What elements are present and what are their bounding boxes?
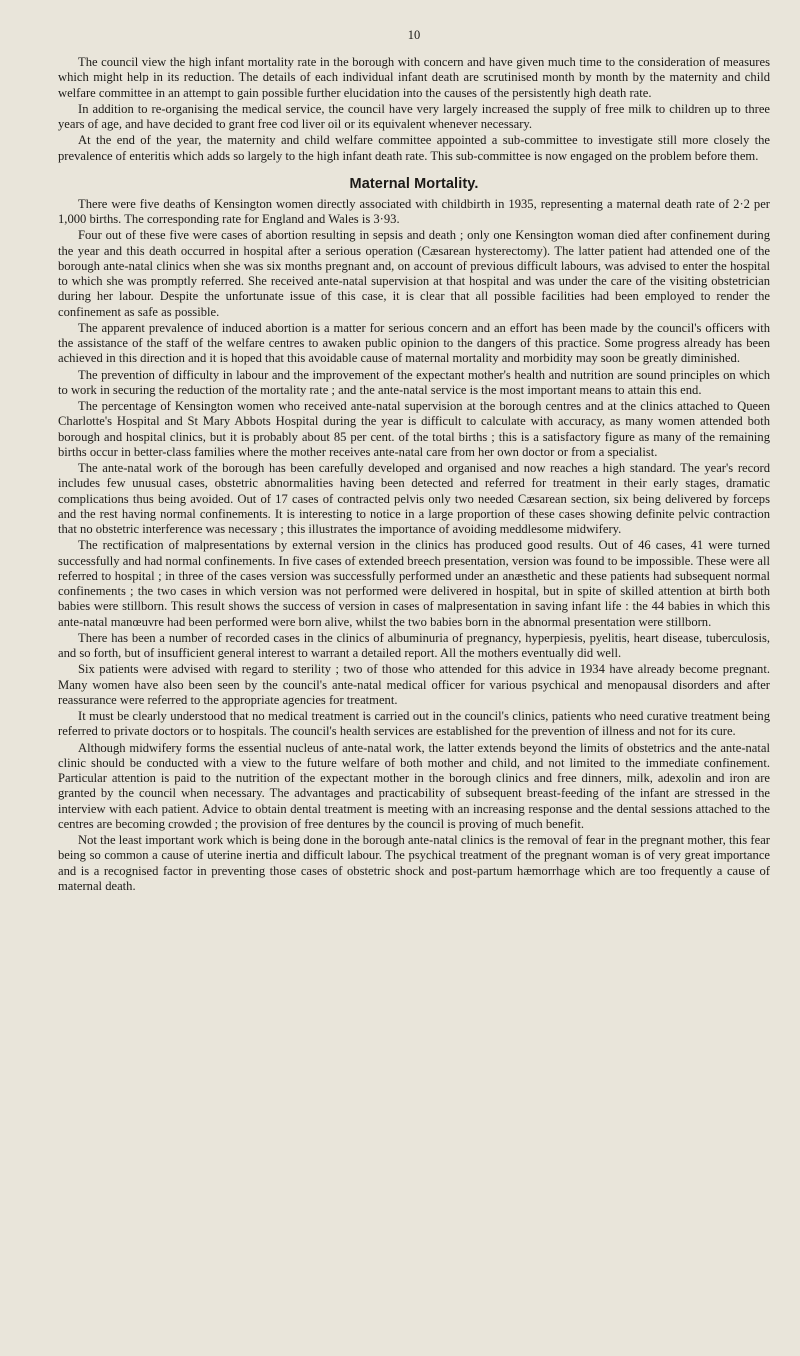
intro-section [58, 55, 770, 164]
paragraph-external-version: The rectification of malpresentations by external version in the clinics has produced good results. Out of 46 cases, 41 were turned successfully and had normal confinements. In five cases of extended breech presentation, version was found to be impossible. These were all referred to hospital ; in three of the cases version was successfully performed under an anæsthetic and these patients had subsequent normal confinements ; the two cases in which version was not performed were delivered in hospital, but in spite of skilled attention at birth both babies were stillborn. This result shows the success of version in cases of malpresentation in saving infant life : the 44 babies in which this ante-natal manœuvre had been performed were born alive, whilst the two babies born in the abnormal presentation were stillborn. [58, 538, 770, 629]
paragraph-infant-mortality-concern: The council view the high infant mortality rate in the borough with concern and have given much time to the consideration of measures which might help in its reduction. The details of each individual infant death are scrutinised month by month by the maternity and child welfare committee in an attempt to gain possible further elucidation into the causes of the persistently high death rate. [58, 55, 770, 100]
paragraph-no-treatment: It must be clearly understood that no medical treatment is carried out in the council's clinics, patients who need curative treatment being referred to private doctors or to hospitals. The council's health services are established for the prevention of illness and not for its cure. [58, 709, 770, 739]
paragraph-antenatal-percentage: The percentage of Kensington women who received ante-natal supervision at the borough centres and at the clinics attached to Queen Charlotte's Hospital and St Mary Abbots Hospital during the year is difficult to calculate with accuracy, as many women attended both borough and hospital clinics, but it is probably about 85 per cent. of the total births ; this is a satisfactory figure as many of the remaining births occur in better-class families where the mother receives ante-natal care from her own doctor or from a specialist. [58, 399, 770, 459]
section-heading: Maternal Mortality. [349, 175, 479, 192]
paragraph-midwifery-nutrition: Although midwifery forms the essential nucleus of ante-natal work, the latter extends beyond the limits of obstetrics and the ante-natal clinic should be conducted with a view to the future welfare of both mother and child, and not limited to the immediate confinement. Particular attention is paid to the nutrition of the expectant mother in the borough clinics and free dinners, milk, adexolin and iron are granted by the council when necessary. The advantages and practicability of subsequent breast-feeding of the infant are stressed in the interview with each patient. Advice to obtain dental treatment is meeting with an increasing response and the dental sessions attached to the centres are becoming crowded ; the provision of free dentures by the council is proving of much benefit. [58, 740, 770, 831]
paragraph-prevention-principles: The prevention of difficulty in labour and the improvement of the expectant mother's health and nutrition are sound principles on which to work in securing the reduction of the mortality rate ; and the ante-natal service is the most important means to attain this end. [58, 367, 770, 397]
paragraph-maternal-death-rate: There were five deaths of Kensington women directly associated with childbirth in 1935, representing a maternal death rate of 2·2 per 1,000 births. The corresponding rate for England and Wales is 3·93. [58, 196, 770, 226]
paragraph-enteritis-subcommittee: At the end of the year, the maternity and child welfare committee appointed a sub-committee to investigate still more closely the prevalence of enteritis which adds so largely to the high infant death rate. This sub-committee is now engaged on the problem before them. [58, 133, 770, 163]
paragraph-antenatal-standard: The ante-natal work of the borough has been carefully developed and organised and now reaches a high standard. The year's record includes few unusual cases, obstetric abnormalities having been detected and referred for treatment in their early stages, dramatic complications thus being avoided. Out of 17 cases of contracted pelvis only two needed Cæsarean section, six being delivered by forceps and the rest having normal confinements. It is interesting to notice in a large proportion of these cases showing definite pelvic contraction that no obstetric interference was necessary ; this illustrates the importance of avoiding meddlesome midwifery. [58, 461, 770, 536]
paragraph-free-milk-supply: In addition to re-organising the medical service, the council have very largely increased the supply of free milk to children up to three years of age, and have decided to grant free cod liver oil or its equivalent whenever necessary. [58, 101, 770, 131]
paragraph-sterility-advice: Six patients were advised with regard to sterility ; two of those who attended for this advice in 1934 have already become pregnant. Many women have also been seen by the council's ante-natal medical officer for various psychical and menopausal disorders and after reassurance were referred to the appropriate agencies for treatment. [58, 662, 770, 707]
paragraph-induced-abortion: The apparent prevalence of induced abortion is a matter for serious concern and an effort has been made by the council's officers with the assistance of the staff of the welfare centres to awaken public opinion to the dangers of this practice. Some progress already has been achieved in this direction and it is hoped that this avoidable cause of maternal mortality and morbidity may soon be greatly diminished. [58, 320, 770, 366]
maternal-mortality-section [58, 176, 770, 894]
page-number: 10 [407, 28, 421, 42]
paragraph-abortion-cases: Four out of these five were cases of abortion resulting in sepsis and death ; only one Kensington woman died after confinement during the year and this death occurred in hospital after a serious operation (Cæsarean hysterectomy). The latter patient had attended one of the borough ante-natal clinics when she was six months pregnant and, on account of previous difficult labours, was advised to enter the hospital to which she was promptly referred. She received ante-natal supervision at that hospital and was under the care of the visiting obstetrician during her labour. Despite the unfortunate issue of this case, it is clear that all possible facilities had been employed to render the confinement as safe as possible. [58, 228, 770, 319]
paragraph-removal-of-fear: Not the least important work which is being done in the borough ante-natal clinics is the removal of fear in the pregnant mother, this fear being so common a cause of uterine inertia and difficult labour. The psychical treatment of the pregnant woman is of very great importance and is a recognised factor in preventing those cases of obstetric shock and post-partum hæmorrhage which are too frequently a cause of maternal death. [58, 833, 770, 893]
paragraph-recorded-cases: There has been a number of recorded cases in the clinics of albuminuria of pregnancy, hyperpiesis, pyelitis, heart disease, tuberculosis, and so forth, but of insufficient general interest to warrant a detailed report. All the mothers eventually did well. [58, 630, 770, 660]
